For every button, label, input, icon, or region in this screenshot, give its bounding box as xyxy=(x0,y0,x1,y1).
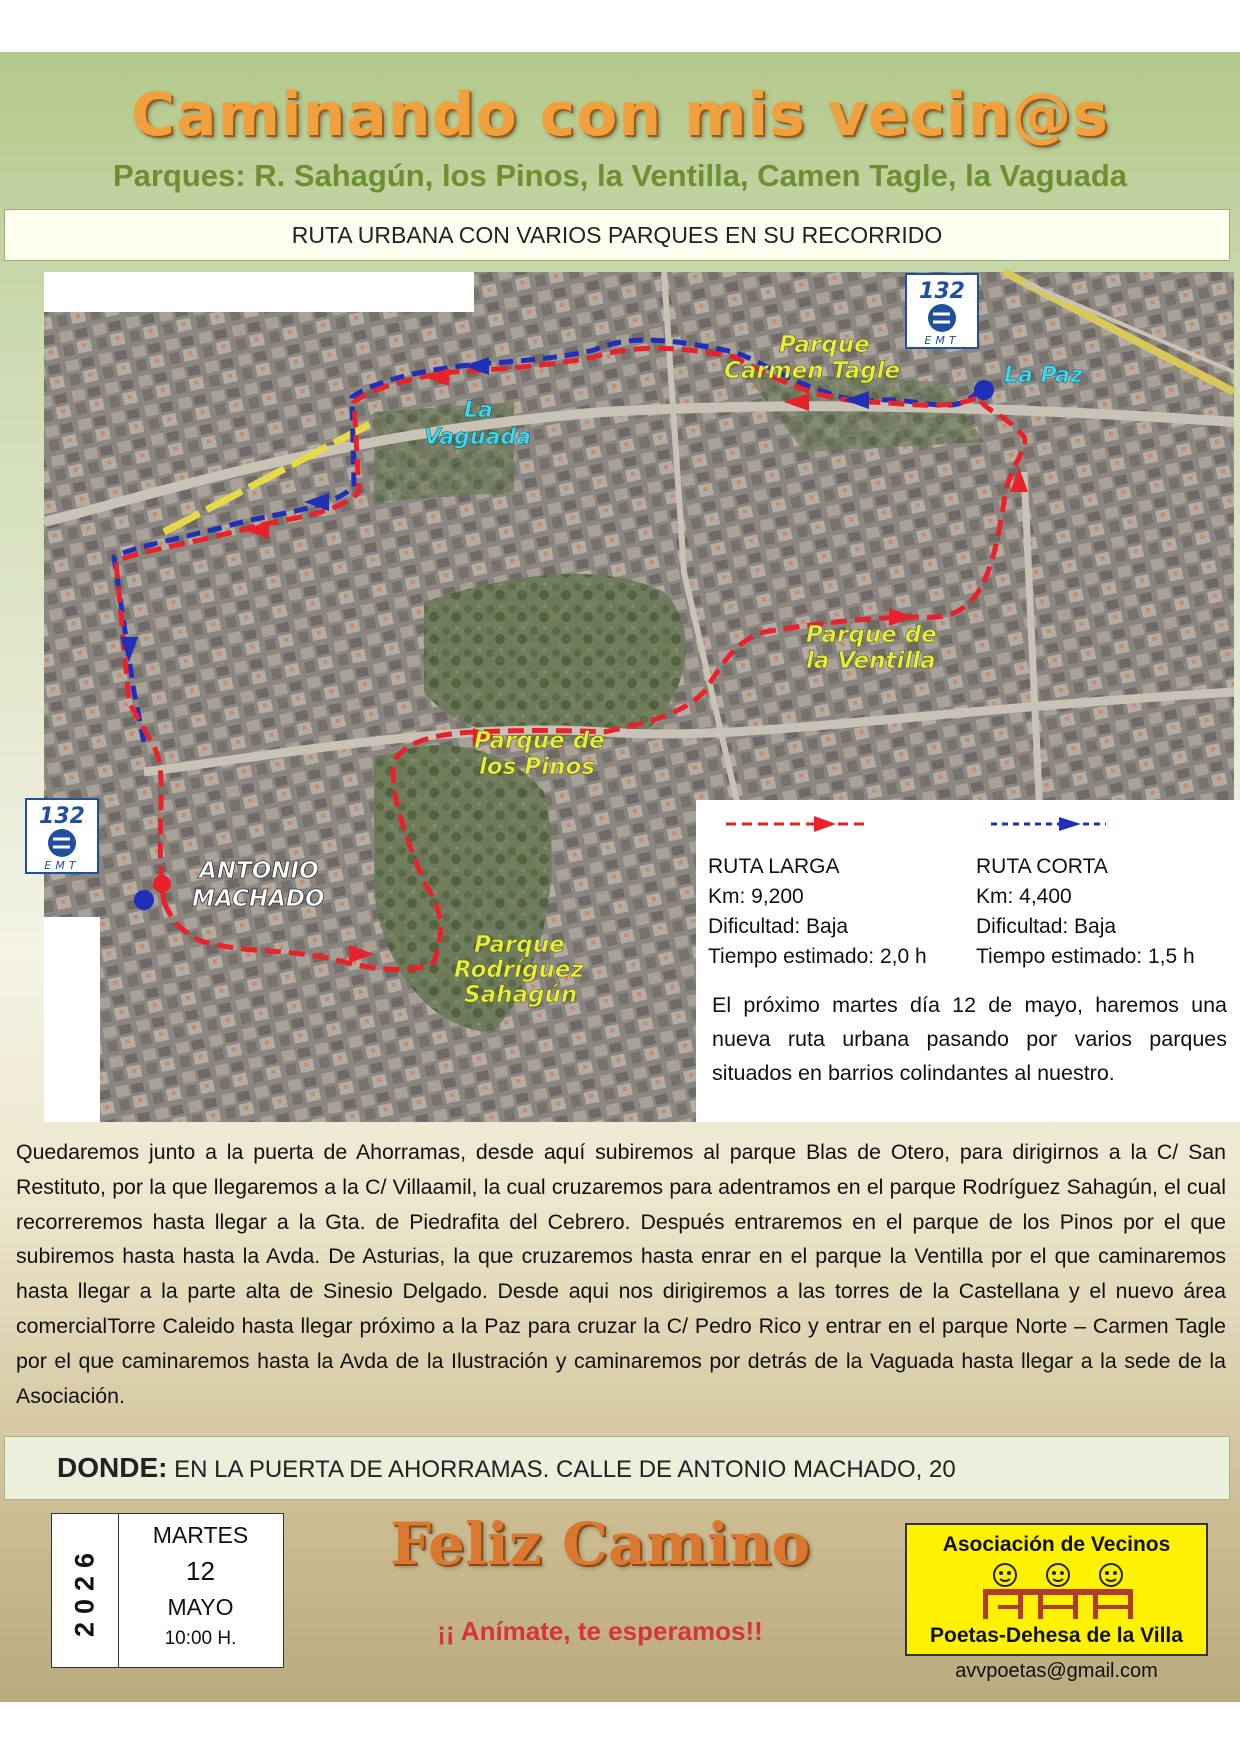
greeting-text: Feliz Camino xyxy=(389,1510,811,1578)
short-route-info xyxy=(976,852,1195,972)
label-ventilla: Parque de xyxy=(806,622,937,648)
long-route-time: Tiempo estimado: 2,0 h xyxy=(708,945,927,968)
label-carmen-tagle: Carmen Tagle xyxy=(724,358,901,384)
bus-line-number: 132 xyxy=(39,804,85,829)
bus-brand: EMT xyxy=(44,859,80,872)
event-year: 2026 xyxy=(69,1544,100,1638)
short-route-difficulty: Dificultad: Baja xyxy=(976,915,1117,938)
route-description: Quedaremos junto a la puerta de Ahorramas, desde aquí subiremos al parque Blas de Otero, para dirigirnos a la C/ San Restituto, por la que llegaremos a la C/ Villaamil, la cual cruzaremos para adentramos en el parque Rodríguez Sahagún, el cual recorreremos hasta llegar a la Gta. de Piedrafita del Cebrero. Después entraremos en el parque de los Pinos por el que subiremos hasta hasta la Avda. De Asturias, la que cruzaremos hasta enrar en el parque la Ventilla por el que caminaremos hasta llegar a la parte alta de Sinesio Delgado. Desde aqui nos dirigiremos a las torres de la Castellana y el nuevo área comercialTorre Caleido hasta llegar próximo a la Paz para cruzar la C/ Pedro Rico y entrar en el parque Norte – Carmen Tagle por el que caminaremos hasta la Avda de la Ilustración y caminaremos por detrás de la Vaguada hasta llegar a la sede de la Asociación. xyxy=(16,1140,1226,1408)
label-sahagun: Parque xyxy=(474,932,565,958)
label-antonio-machado: MACHADO xyxy=(192,886,325,912)
legend-lines xyxy=(696,810,1240,850)
label-pinos: los Pinos xyxy=(479,754,595,780)
label-antonio-machado: ANTONIO xyxy=(199,858,319,884)
short-route-km: Km: 4,400 xyxy=(976,885,1072,908)
label-sahagun: Rodríguez xyxy=(454,957,584,983)
event-month: MAYO xyxy=(167,1594,234,1620)
label-vaguada: Vaguada xyxy=(424,425,532,450)
poster-subtitle: Parques: R. Sahagún, los Pinos, la Ventilla, Camen Tagle, la Vaguada xyxy=(112,158,1128,193)
machado-stop-dot xyxy=(134,890,154,910)
label-vaguada: La xyxy=(464,398,493,423)
label-carmen-tagle: Parque xyxy=(779,332,870,358)
event-weekday: MARTES xyxy=(152,1522,249,1548)
location-label: DONDE: xyxy=(57,1452,168,1483)
bus-brand: EMT xyxy=(924,334,960,347)
start-point-dot xyxy=(153,875,171,893)
long-route-difficulty: Dificultad: Baja xyxy=(708,915,849,938)
bus-stop-sign-la-paz xyxy=(906,274,978,348)
label-ventilla: la Ventilla xyxy=(806,648,936,674)
neighbors-icon xyxy=(978,1561,1138,1621)
label-pinos: Parque de xyxy=(474,728,605,754)
association-logo xyxy=(905,1523,1208,1656)
label-sahagun: Sahagún xyxy=(464,982,578,1008)
route-banner: RUTA URBANA CON VARIOS PARQUES EN SU RECORRIDO xyxy=(4,209,1230,261)
la-paz-stop-dot xyxy=(974,380,994,400)
event-time: 10:00 H. xyxy=(164,1628,237,1649)
association-line-1: Asociación de Vecinos xyxy=(942,1533,1171,1556)
long-route-name: RUTA LARGA xyxy=(708,855,840,878)
event-day: 12 xyxy=(186,1556,215,1586)
short-route-time: Tiempo estimado: 1,5 h xyxy=(976,945,1195,968)
bus-stop-sign-machado xyxy=(26,799,98,873)
bus-line-number: 132 xyxy=(919,279,965,304)
announcement-text: El próximo martes día 12 de mayo, haremos una nueva ruta urbana pasando por varios parques situados en barrios colindantes al nuestro. xyxy=(712,993,1227,1085)
meeting-location xyxy=(4,1436,1230,1500)
date-box xyxy=(51,1513,284,1668)
poster-title: Caminando con mis vecin@s xyxy=(130,80,1110,150)
long-route-km: Km: 9,200 xyxy=(708,885,804,908)
long-route-info xyxy=(708,852,927,972)
association-line-2: Poetas-Dehesa de la Villa xyxy=(930,1624,1183,1647)
label-la-paz: La Paz xyxy=(1004,363,1083,388)
contact-email: avvpoetas@gmail.com xyxy=(955,1660,1158,1682)
cheer-text: ¡¡ Anímate, te esperamos!! xyxy=(437,1616,763,1646)
location-text: EN LA PUERTA DE AHORRAMAS. CALLE DE ANTONIO MACHADO, 20 xyxy=(174,1456,956,1483)
year-column xyxy=(52,1514,119,1667)
short-route-name: RUTA CORTA xyxy=(976,855,1108,878)
